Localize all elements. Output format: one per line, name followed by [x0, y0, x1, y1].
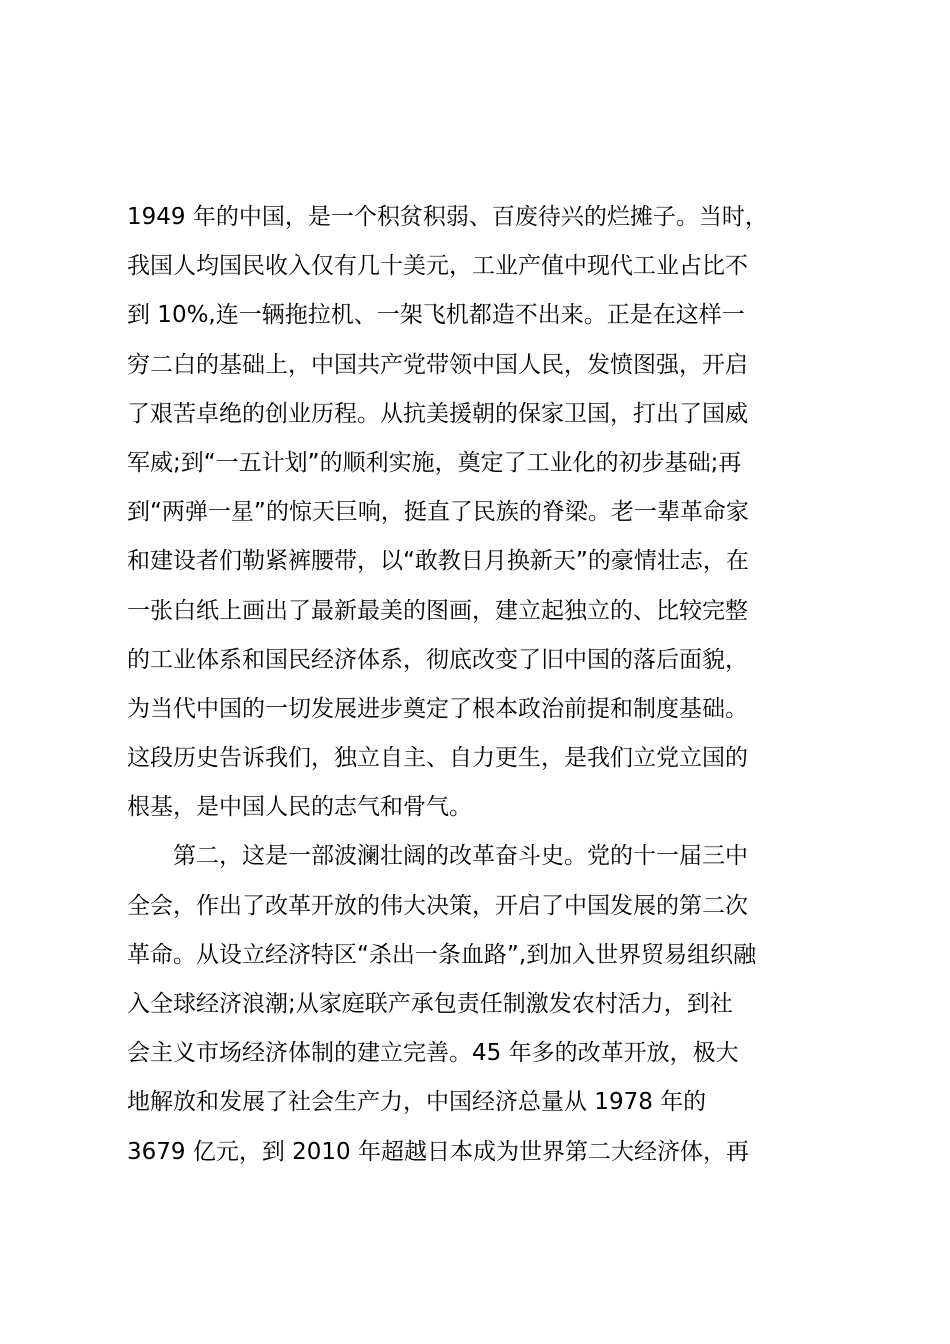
text-line: 革命。从设立经济特区“杀出一条血路”,到加入世界贸易组织融: [127, 941, 757, 968]
text-line: 1949 年的中国，是一个积贫积弱、百废待兴的烂摊子。当时，: [127, 204, 768, 230]
text-line: 为当代中国的一切发展进步奠定了根本政治前提和制度基础。: [127, 695, 748, 722]
text-line: 根基，是中国人民的志气和骨气。: [127, 794, 472, 821]
text-line: 一张白纸上画出了最新最美的图画，建立起独立的、比较完整: [127, 597, 748, 624]
text-line: 全会，作出了改革开放的伟大决策，开启了中国发展的第二次: [127, 892, 748, 919]
document-body: [127, 193, 847, 1177]
text-line: 第二，这是一部波澜壮阔的改革奋斗史。党的十一届三中: [127, 843, 748, 870]
text-line: 这段历史告诉我们，独立自主、自力更生，是我们立党立国的: [127, 745, 748, 772]
paragraph-2: [127, 832, 847, 1176]
text-line: 的工业体系和国民经济体系，彻底改变了旧中国的落后面貌，: [127, 646, 748, 673]
text-line: 我国人均国民收入仅有几十美元，工业产值中现代工业占比不: [127, 253, 748, 280]
paragraph-1: [127, 193, 847, 832]
text-line: 地解放和发展了社会生产力，中国经济总量从 1978 年的: [127, 1089, 707, 1116]
text-line: 入全球经济浪潮;从家庭联产承包责任制激发农村活力，到社: [127, 991, 733, 1017]
text-line: 了艰苦卓绝的创业历程。从抗美援朝的保家卫国，打出了国威: [127, 400, 748, 427]
text-line: 会主义市场经济体制的建立完善。45 年多的改革开放，极大: [127, 1040, 739, 1067]
text-line: 3679 亿元，到 2010 年超越日本成为世界第二大经济体，再: [127, 1138, 749, 1165]
text-line: 和建设者们勒紧裤腰带，以“敢教日月换新天”的豪情壮志，在: [127, 548, 749, 575]
text-line: 到 10%,连一辆拖拉机、一架飞机都造不出来。正是在这样一: [127, 302, 745, 329]
text-line: 穷二白的基础上，中国共产党带领中国人民，发愤图强，开启: [127, 351, 748, 378]
text-line: 军威;到“一五计划”的顺利实施，奠定了工业化的初步基础;再: [127, 449, 742, 476]
text-line: 到“两弹一星”的惊天巨响，挺直了民族的脊梁。老一辈革命家: [127, 499, 749, 526]
